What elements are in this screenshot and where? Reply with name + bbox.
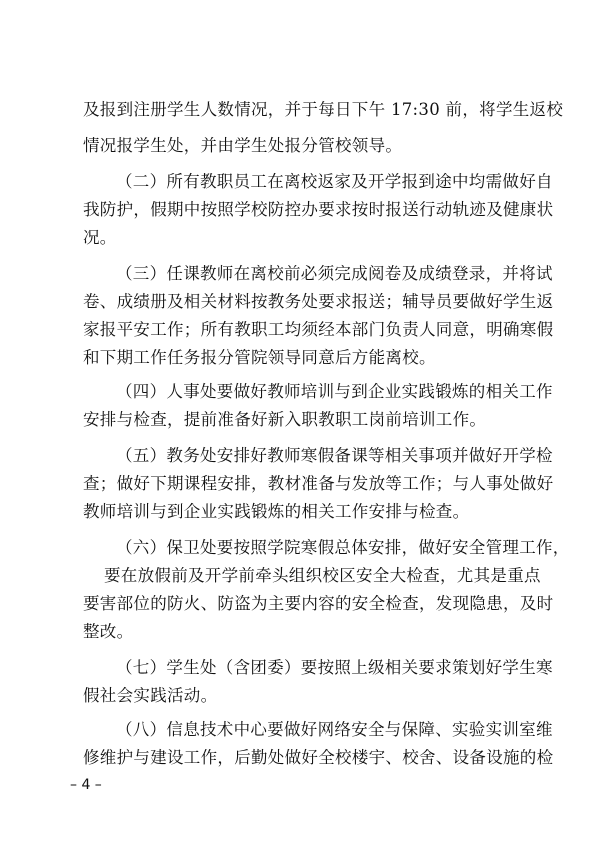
text-line: 及报到注册学生人数情况，并于每日下午 17:30 前，将学生返校 [83, 100, 564, 119]
text-line: 家报平安工作；所有教职工均须经本部门负责人同意，明确寒假 [83, 320, 554, 339]
text-line: 我防护，假期中按照学校防控办要求按时报送行动轨迹及健康状 [83, 200, 554, 219]
text-line: （四）人事处要做好教师培训与到企业实践锻炼的相关工作 [116, 382, 553, 401]
text-line: （二）所有教职员工在离校返家及开学报到途中均需做好自 [116, 172, 553, 191]
text-line: （八）信息技术中心要做好网络安全与保障、实验实训室维 [116, 720, 553, 739]
text-line: 安排与检查，提前准备好新入职教职工岗前培训工作。 [83, 410, 487, 429]
text-line: 要害部位的防火、防盗为主要内容的安全检查，发现隐患，及时 [83, 594, 554, 613]
text-line: 教师培训与到企业实践锻炼的相关工作安排与检查。 [83, 502, 470, 521]
text-line: 况。 [83, 228, 117, 247]
text-line: （七）学生处（含团委）要按照上级相关要求策划好学生寒 [116, 658, 553, 677]
text-line: 情况报学生处，并由学生处报分管校领导。 [83, 136, 403, 155]
page-number: – 4 – [70, 777, 102, 793]
text-line: 假社会实践活动。 [83, 686, 218, 705]
text-line: 卷、成绩册及相关材料按教务处要求报送；辅导员要做好学生返 [83, 292, 554, 311]
text-line: （五）教务处安排好教师寒假备课等相关事项并做好开学检 [116, 446, 553, 465]
text-line: （六）保卫处要按照学院寒假总体安排，做好安全管理工作， [116, 538, 570, 557]
text-line: 整改。 [83, 622, 134, 641]
text-line: 和下期工作任务报分管院领导同意后方能离校。 [83, 348, 436, 367]
text-line: 修维护与建设工作，后勤处做好全校楼宇、校舍、设备设施的检 [83, 748, 554, 767]
text-line: （三）任课教师在离校前必须完成阅卷及成绩登录，并将试 [116, 264, 553, 283]
text-line: 查；做好下期课程安排，教材准备与发放等工作；与人事处做好 [83, 474, 554, 493]
text-line: 要在放假前及开学前牵头组织校区安全大检查，尤其是重点 [104, 566, 541, 585]
